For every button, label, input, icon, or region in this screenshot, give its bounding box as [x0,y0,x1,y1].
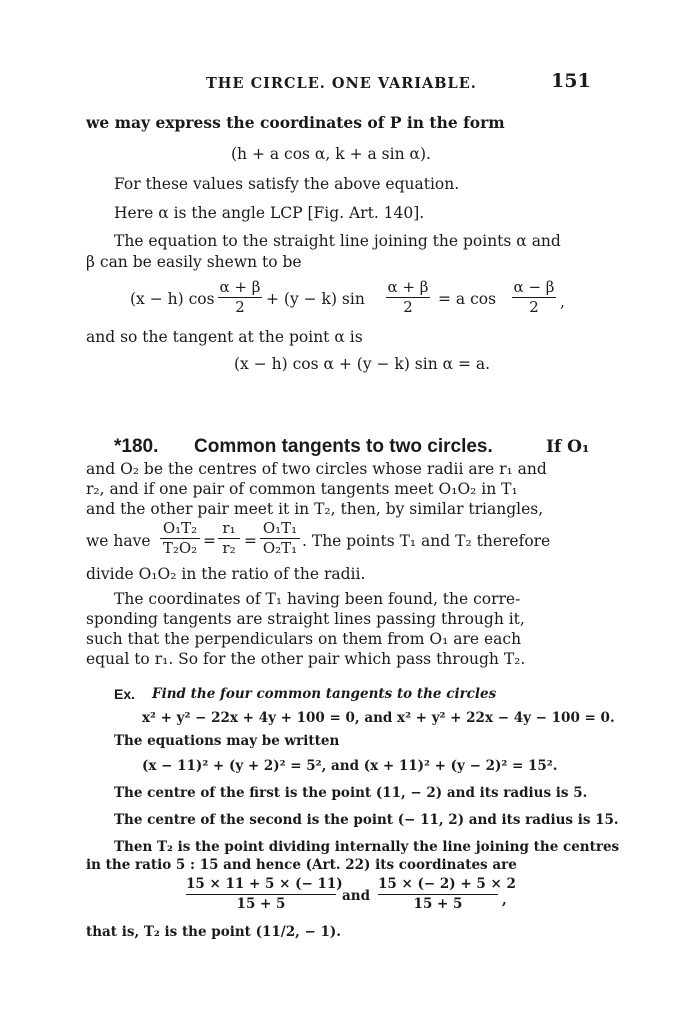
section-line: divide O₁O₂ in the ratio of the radii. [86,565,366,583]
section-line: equal to r₁. So for the other pair which pass through T₂. [86,650,526,668]
body-line: β can be easily shewn to be [86,253,302,271]
chord-eq-term1: (x − h) cos [130,290,215,308]
coordinate-fraction-x [186,876,343,913]
example-line: The centre of the second is the point (− 11, 2) and its radius is 15. [114,812,619,828]
equals-sign: = [203,532,216,550]
section-number: *180. [114,436,159,457]
coordinate-trail: , [502,892,507,908]
fraction-numerator: α + β [219,278,261,296]
fraction-denominator: 15 + 5 [413,896,463,912]
section-line: The coordinates of T₁ having been found, the corre- [114,590,521,608]
equation-coordinates: (h + a cos α, k + a sin α). [231,145,431,163]
equals-sign: = [244,532,257,550]
coordinate-and: and [342,888,371,904]
coordinate-fraction-y [378,876,516,913]
example-equations-rewritten: (x − 11)² + (y + 2)² = 5², and (x + 11)² + (y − 2)² = 15². [142,758,558,774]
chord-eq-term2: + (y − k) sin [266,290,365,308]
fraction-bar [186,894,336,895]
ratio-fraction-2 [218,520,240,557]
fraction-numerator: r₁ [222,519,236,537]
section-line: such that the perpendiculars on them from O₁ are each [86,630,522,648]
chord-eq-fraction-1 [218,279,262,316]
chord-eq-fraction-2 [386,279,430,316]
example-line: that is, T₂ is the point (11/2, − 1). [86,924,342,940]
section-line: r₂, and if one pair of common tangents meet O₁O₂ in T₁ [86,480,518,498]
fraction-denominator: 2 [403,298,413,316]
chord-eq-fraction-3 [512,279,556,316]
example-line: in the ratio 5 : 15 and hence (Art. 22) its coordinates are [86,857,517,873]
example-line: The equations may be written [114,733,340,749]
body-line: and so the tangent at the point α is [86,328,363,346]
section-line1-tail: If O₁ [546,437,590,457]
example-line: Then T₂ is the point dividing internally the line joining the centres [114,839,620,855]
ratio-fraction-1 [160,520,200,557]
fraction-denominator: r₂ [222,539,236,557]
body-line: we may express the coordinates of P in the form [86,113,505,132]
fraction-denominator: 15 + 5 [236,896,286,912]
body-line: Here α is the angle LCP [Fig. Art. 140]. [114,204,425,222]
fraction-denominator: T₂O₂ [162,539,198,557]
fraction-numerator: 15 × (− 2) + 5 × 2 [378,876,516,892]
equation-tangent: (x − h) cos α + (y − k) sin α = a. [234,355,491,373]
fraction-denominator: O₂T₁ [262,539,298,557]
fraction-numerator: O₁T₂ [162,519,198,537]
fraction-denominator: 2 [235,298,245,316]
section-line: sponding tangents are straight lines passing through it, [86,610,525,628]
fraction-denominator: 2 [529,298,539,316]
fraction-bar [378,894,498,895]
running-title: THE CIRCLE. ONE VARIABLE. [206,75,477,92]
section-line: and the other pair meet it in T₂, then, by similar triangles, [86,500,544,518]
page-number: 151 [551,70,591,92]
fraction-numerator: O₁T₁ [262,519,298,537]
section-line5-tail: . The points T₁ and T₂ therefore [302,532,551,550]
example-label: Ex. [114,686,136,702]
section-line: and O₂ be the centres of two circles whose radii are r₁ and [86,460,547,478]
fraction-numerator: 15 × 11 + 5 × (− 11) [186,876,343,892]
body-line: The equation to the straight line joining the points α and [114,232,561,250]
example-equations: x² + y² − 22x + 4y + 100 = 0, and x² + y² + 22x − 4y − 100 = 0. [142,710,615,726]
section-we-have: we have [86,532,151,550]
chord-eq-rhs: = a cos [438,290,497,308]
ratio-fraction-3 [260,520,300,557]
chord-eq-trail: , [560,293,565,311]
example-line: The centre of the first is the point (11, − 2) and its radius is 5. [114,785,588,801]
section-title: Common tangents to two circles. [194,436,493,457]
body-line: For these values satisfy the above equation. [114,175,460,193]
fraction-numerator: α − β [513,278,555,296]
example-heading: Find the four common tangents to the circles [152,686,497,702]
fraction-numerator: α + β [387,278,429,296]
